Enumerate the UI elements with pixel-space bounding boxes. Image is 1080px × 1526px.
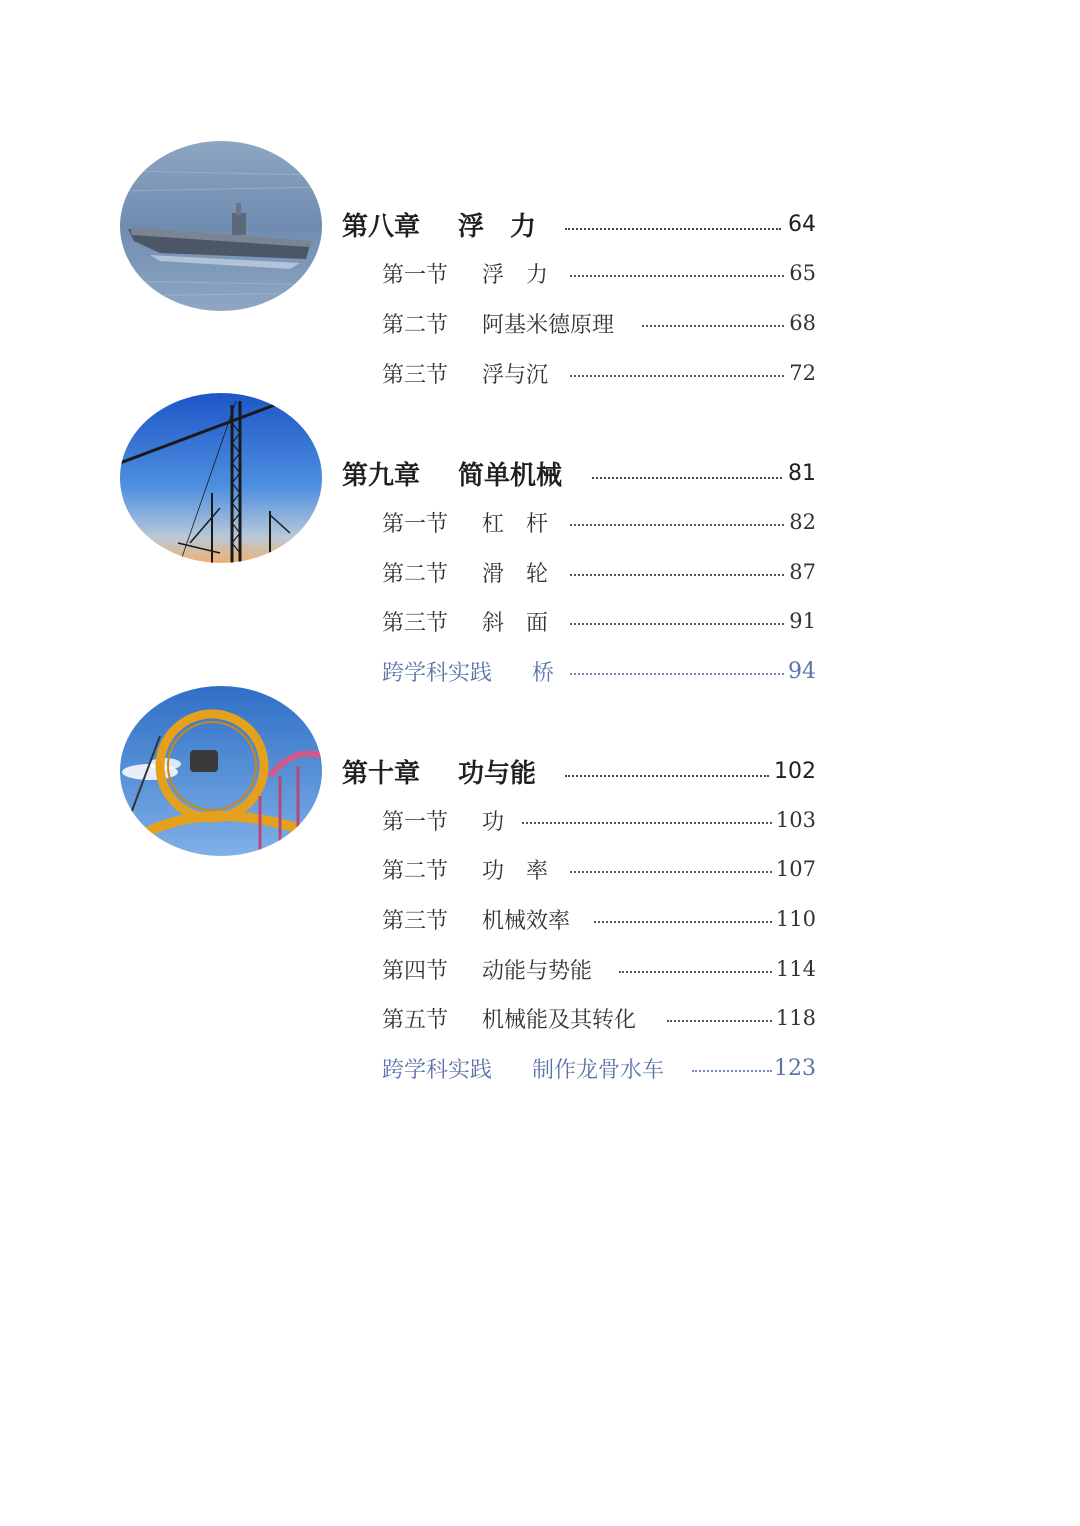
practice-title: 制作龙骨水车 — [532, 1057, 665, 1083]
leader-dots — [692, 1070, 772, 1072]
section-title: 机械能及其转化 — [482, 1007, 637, 1033]
page-number: 82 — [789, 510, 816, 534]
leader-dots — [570, 623, 784, 625]
section-entry[interactable] — [0, 951, 1080, 987]
chapter-label: 第九章 — [342, 460, 421, 491]
section-label: 第五节 — [382, 1007, 449, 1033]
practice-label: 跨学科实践 — [382, 1057, 493, 1083]
page-number: 91 — [789, 609, 816, 633]
leader-dots — [570, 375, 784, 377]
section-title: 动能与势能 — [482, 958, 593, 984]
page-number: 114 — [775, 957, 816, 981]
practice-entry[interactable] — [0, 1050, 1080, 1086]
page-number: 68 — [789, 311, 816, 335]
section-title: 阿基米德原理 — [482, 312, 615, 338]
section-entry[interactable] — [0, 255, 1080, 291]
section-entry[interactable] — [0, 802, 1080, 838]
section-label: 第三节 — [382, 362, 449, 388]
page-number: 103 — [775, 808, 816, 832]
section-label: 第三节 — [382, 908, 449, 934]
leader-dots — [522, 822, 772, 824]
section-entry[interactable] — [0, 504, 1080, 540]
page-number: 87 — [789, 560, 816, 584]
section-title: 斜 面 — [482, 610, 549, 636]
section-label: 第四节 — [382, 958, 449, 984]
chapter-title: 浮 力 — [458, 211, 537, 242]
page-number: 65 — [789, 261, 816, 285]
section-label: 第一节 — [382, 511, 449, 537]
leader-dots — [570, 673, 784, 675]
page-number: 110 — [775, 907, 816, 931]
section-entry[interactable] — [0, 851, 1080, 887]
section-entry[interactable] — [0, 901, 1080, 937]
leader-dots — [570, 524, 784, 526]
section-label: 第二节 — [382, 858, 449, 884]
section-label: 第二节 — [382, 312, 449, 338]
page-number: 72 — [789, 361, 816, 385]
practice-title: 桥 — [532, 660, 555, 686]
leader-dots — [565, 775, 769, 777]
section-title: 功 — [482, 809, 505, 835]
chapter-label: 第八章 — [342, 211, 421, 242]
section-entry[interactable] — [0, 355, 1080, 391]
section-entry[interactable] — [0, 554, 1080, 590]
section-title: 滑 轮 — [482, 561, 549, 587]
chapter-label: 第十章 — [342, 758, 421, 789]
section-entry[interactable] — [0, 1000, 1080, 1036]
section-title: 浮与沉 — [482, 362, 549, 388]
leader-dots — [570, 574, 784, 576]
section-entry[interactable] — [0, 603, 1080, 639]
section-entry[interactable] — [0, 305, 1080, 341]
page-number: 64 — [788, 211, 816, 237]
section-title: 浮 力 — [482, 262, 549, 288]
section-title: 功 率 — [482, 858, 549, 884]
page-number: 107 — [775, 857, 816, 881]
chapter-8-entry[interactable] — [0, 206, 1080, 242]
leader-dots — [667, 1020, 772, 1022]
leader-dots — [594, 921, 772, 923]
section-title: 机械效率 — [482, 908, 571, 934]
leader-dots — [570, 275, 784, 277]
page-number: 94 — [788, 658, 816, 684]
leader-dots — [619, 971, 772, 973]
section-label: 第一节 — [382, 809, 449, 835]
page-number: 118 — [775, 1006, 816, 1030]
chapter-9-entry[interactable] — [0, 455, 1080, 491]
chapter-title: 功与能 — [458, 758, 537, 789]
leader-dots — [565, 228, 781, 230]
page-number: 81 — [788, 460, 816, 486]
chapter-10-entry[interactable] — [0, 753, 1080, 789]
chapter-title: 简单机械 — [458, 460, 563, 491]
leader-dots — [592, 477, 782, 479]
page-number: 102 — [774, 758, 816, 784]
section-label: 第二节 — [382, 561, 449, 587]
section-label: 第一节 — [382, 262, 449, 288]
page-number: 123 — [774, 1055, 816, 1081]
practice-label: 跨学科实践 — [382, 660, 493, 686]
section-title: 杠 杆 — [482, 511, 549, 537]
leader-dots — [642, 325, 784, 327]
leader-dots — [570, 871, 772, 873]
practice-entry[interactable] — [0, 653, 1080, 689]
section-label: 第三节 — [382, 610, 449, 636]
